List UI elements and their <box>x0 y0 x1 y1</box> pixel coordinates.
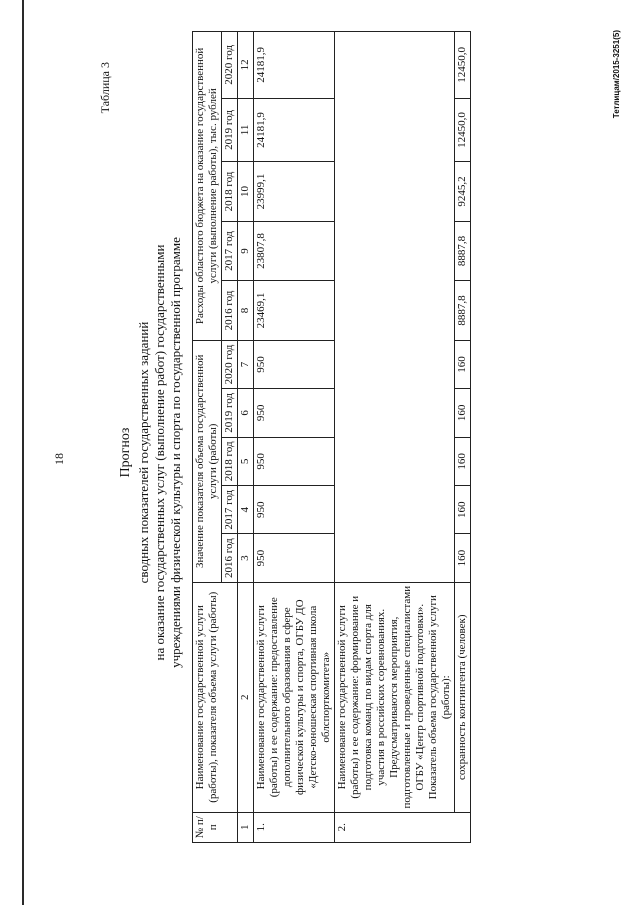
col-number: 8 <box>238 281 254 341</box>
col-number: 7 <box>238 340 254 388</box>
volume-cell: 160 <box>455 486 471 534</box>
forecast-table <box>192 31 471 843</box>
row-num: 2. <box>335 812 471 842</box>
title-line-3: учреждениями физической культуры и спорта по государственной программе <box>168 237 183 668</box>
document-stamp: Тетлицам/2015-3251(5) <box>612 30 621 119</box>
col-number: 4 <box>238 486 254 534</box>
col-number: 10 <box>238 162 254 222</box>
expense-cell: 24181,9 <box>254 32 335 99</box>
expense-cell: 9245,2 <box>455 162 471 222</box>
volume-cell: 950 <box>254 437 335 485</box>
col-number: 2 <box>238 582 254 812</box>
year-cell: 2019 год <box>222 98 238 162</box>
row-num: 1. <box>254 812 335 842</box>
page-number: 18 <box>52 453 66 465</box>
expense-cell: 8887,8 <box>455 281 471 341</box>
volume-cell: 160 <box>455 437 471 485</box>
table-row-sub <box>455 32 471 843</box>
expense-cell: 23469,1 <box>254 281 335 341</box>
expense-cell: 24181,9 <box>254 98 335 162</box>
year-cell: 2017 год <box>222 486 238 534</box>
expense-cell: 8887,8 <box>455 221 471 281</box>
header-volume: Значение показателя объема государственной услуги (работы) <box>193 340 222 582</box>
year-cell: 2020 год <box>222 32 238 99</box>
column-number-row <box>238 32 254 843</box>
col-number: 9 <box>238 221 254 281</box>
year-cell: 2019 год <box>222 389 238 437</box>
table-row <box>254 32 335 843</box>
volume-cell: 950 <box>254 534 335 582</box>
title-line-2: на оказание государственных услуг (выполнение работ) государственными <box>152 244 167 661</box>
title-main: Прогноз <box>118 427 133 478</box>
expense-cell: 23999,1 <box>254 162 335 222</box>
expense-cell: 12450,0 <box>455 98 471 162</box>
year-cell: 2017 год <box>222 221 238 281</box>
volume-cell: 160 <box>455 340 471 388</box>
col-number: 11 <box>238 98 254 162</box>
expense-cell: 12450,0 <box>455 32 471 99</box>
year-cell: 2018 год <box>222 437 238 485</box>
col-number: 12 <box>238 32 254 99</box>
year-cell: 2016 год <box>222 281 238 341</box>
row-desc: Наименование государственной услуги (работы) и ее содержание: предоставление дополнительного образования в сфере физической культуры и спорта, ОГБУ ДО «Детско-юношеская спортивная школа облспорткомитета» <box>254 582 335 812</box>
header-name: Наименование государственной услуги (работы), показателя объема услуги (работы) <box>193 582 238 812</box>
empty-cell <box>335 32 455 583</box>
col-number: 5 <box>238 437 254 485</box>
volume-cell: 950 <box>254 486 335 534</box>
volume-cell: 160 <box>455 389 471 437</box>
year-cell: 2016 год <box>222 534 238 582</box>
volume-cell: 160 <box>455 534 471 582</box>
volume-cell: 950 <box>254 340 335 388</box>
col-number: 3 <box>238 534 254 582</box>
year-cell: 2018 год <box>222 162 238 222</box>
header-expenses: Расходы областного бюджета на оказание государственной услуги (выполнение работы), тыс. рублей <box>193 32 222 341</box>
row-sub-desc: сохранность контингента (человек) <box>455 582 471 812</box>
col-number: 1 <box>238 812 254 842</box>
title-line-1: сводных показателей государственных заданий <box>136 321 151 584</box>
header-num: № п/п <box>193 812 238 842</box>
table-row <box>335 32 455 843</box>
volume-cell: 950 <box>254 389 335 437</box>
header-row <box>193 32 222 843</box>
expense-cell: 23807,8 <box>254 221 335 281</box>
row-desc: Наименование государственной услуги (работы) и ее содержание: формирование и подготовка команд по видам спорта для участия в российских соревнованиях. Предусматриваются мероприятия, подготовленные и проведенные специалистами ОГБУ «Центр спортивной подготовки». Показатель объема государственной услуги (работы): <box>335 582 455 812</box>
year-cell: 2020 год <box>222 340 238 388</box>
col-number: 6 <box>238 389 254 437</box>
table-label: Таблица 3 <box>98 62 112 114</box>
